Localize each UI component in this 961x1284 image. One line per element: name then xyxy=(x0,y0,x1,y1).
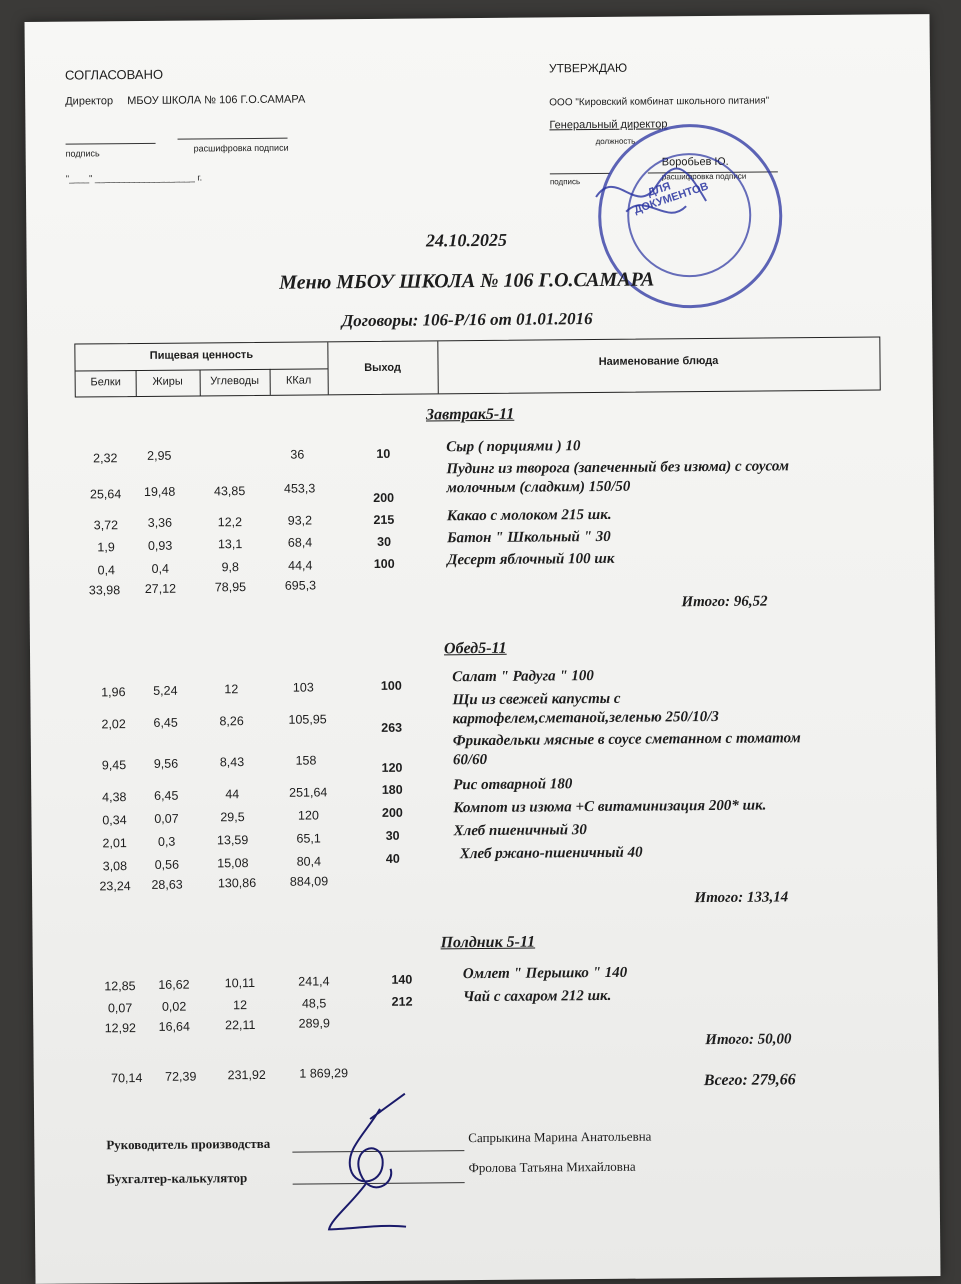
table-cell: 2,01 xyxy=(102,836,127,851)
sum-cell: 695,3 xyxy=(284,578,317,593)
menu-document xyxy=(25,14,941,1284)
table-cell: 8,43 xyxy=(219,755,245,770)
table-cell: 15,08 xyxy=(217,856,249,871)
table-cell: 12,85 xyxy=(104,979,136,994)
table-cell: 2,95 xyxy=(147,448,172,463)
table-cell: 19,48 xyxy=(143,484,176,499)
sum-cell: 289,9 xyxy=(298,1016,330,1031)
school-name-header: МБОУ ШКОЛА № 106 Г.О.САМАРА xyxy=(127,93,306,108)
stamp-text: ДЛЯ ДОКУМЕНТОВ xyxy=(632,180,711,217)
kcal-header: ККал xyxy=(285,374,312,387)
table-header xyxy=(74,337,880,398)
table-cell: 120 xyxy=(381,760,403,775)
dish-name: Фрикадельки мясные в соусе сметанном с томатом 60/60 xyxy=(452,730,801,769)
table-cell: 68,4 xyxy=(287,535,313,550)
table-cell: 12 xyxy=(224,682,239,697)
table-cell xyxy=(198,448,260,449)
sum-cell: 78,95 xyxy=(214,580,247,595)
snack-total: Итого: 50,00 xyxy=(705,1031,792,1049)
signature-line xyxy=(66,143,156,145)
dish-name: Омлет " Перышко " 140 xyxy=(462,964,628,983)
sum-cell: 884,09 xyxy=(289,874,329,889)
table-cell: 120 xyxy=(297,808,319,823)
table-cell: 0,07 xyxy=(154,811,179,826)
table-cell: 3,72 xyxy=(93,518,119,533)
dish-name: Пудинг из творога (запеченный без изюма) с соусом молочным (сладким) 150/50 xyxy=(446,458,790,497)
table-cell: 3,08 xyxy=(102,859,128,874)
contract-line: Договоры: 106-Р/16 от 01.01.2016 xyxy=(341,309,593,331)
table-cell: 6,45 xyxy=(154,788,179,803)
table-cell: 13,59 xyxy=(216,833,249,848)
table-cell: 48,5 xyxy=(301,996,327,1011)
dish-name: Батон " Школьный " 30 xyxy=(446,528,611,547)
breakfast-total: Итого: 96,52 xyxy=(681,593,768,611)
table-cell: 44,4 xyxy=(288,558,313,573)
table-cell: 105,95 xyxy=(288,712,327,727)
table-cell: 212 xyxy=(391,994,413,1009)
sum-cell: 12,92 xyxy=(104,1021,136,1036)
table-cell: 30 xyxy=(385,828,400,843)
dish-name: Какао с молоком 215 шк. xyxy=(446,506,612,525)
grand-cell: 72,39 xyxy=(165,1069,197,1084)
dish-name: Десерт яблочный 100 шк xyxy=(447,550,615,569)
approve-heading: УТВЕРЖДАЮ xyxy=(548,60,628,76)
decoding-label: расшифровка подписи xyxy=(193,142,289,154)
table-cell: 9,45 xyxy=(101,758,127,773)
director-label: Директор xyxy=(65,95,114,108)
table-cell: 30 xyxy=(377,534,392,549)
accountant-name: Фролова Татьяна Михайловна xyxy=(468,1158,636,1176)
sum-cell: 33,98 xyxy=(88,583,121,598)
table-cell: 0,34 xyxy=(102,813,127,828)
table-cell: 0,56 xyxy=(154,857,180,872)
table-cell: 0,4 xyxy=(151,561,170,576)
chef-label: Руководитель производства xyxy=(106,1135,271,1153)
sum-cell: 16,64 xyxy=(158,1019,190,1034)
dish-name: Чай с сахаром 212 шк. xyxy=(462,987,612,1006)
table-cell: 180 xyxy=(381,782,403,797)
sum-cell: 27,12 xyxy=(144,581,177,596)
table-cell: 140 xyxy=(391,972,413,987)
dish-name: Компот из изюма +С витаминизация 200* шк. xyxy=(453,797,767,817)
agreed-heading: СОГЛАСОВАНО xyxy=(64,66,164,83)
grand-cell: 231,92 xyxy=(227,1067,266,1083)
position-label: должность xyxy=(595,136,636,146)
table-cell: 25,64 xyxy=(89,487,122,502)
grand-cell: 1 869,29 xyxy=(299,1066,349,1081)
sum-cell: 130,86 xyxy=(217,875,257,891)
table-cell: 5,24 xyxy=(153,683,178,698)
sum-cell: 22,11 xyxy=(225,1017,256,1033)
table-cell: 1,96 xyxy=(101,685,126,700)
table-cell: 0,93 xyxy=(147,538,173,553)
table-cell: 3,36 xyxy=(147,515,173,530)
menu-title: Меню МБОУ ШКОЛА № 106 Г.О.САМАРА xyxy=(279,268,655,294)
table-cell: 80,4 xyxy=(296,854,322,869)
fats-header: Жиры xyxy=(152,375,183,388)
table-cell: 12 xyxy=(233,998,248,1013)
table-cell: 215 xyxy=(373,512,395,527)
carbs-header: Углеводы xyxy=(210,374,260,388)
table-cell: 100 xyxy=(373,556,395,571)
table-cell: 200 xyxy=(381,805,403,820)
table-cell: 2,32 xyxy=(93,451,118,466)
director-decoding-label: расшифровка подписи xyxy=(661,171,747,182)
menu-date: 24.10.2025 xyxy=(425,229,508,251)
table-cell: 1,9 xyxy=(97,540,115,555)
table-cell: 158 xyxy=(295,753,317,768)
proteins-header: Белки xyxy=(90,376,121,389)
yield-header: Выход xyxy=(364,361,401,375)
nutrition-header: Пищевая ценность xyxy=(149,348,254,362)
dish-name: Хлеб ржано-пшеничный 40 xyxy=(459,844,643,863)
chef-name: Сапрыкина Марина Анатольевна xyxy=(468,1128,652,1146)
table-cell: 0,4 xyxy=(97,563,116,578)
director-signature-label: подпись xyxy=(549,177,581,187)
grand-total: Всего: 279,66 xyxy=(703,1071,796,1090)
dish-name: Салат " Радуга " 100 xyxy=(452,668,594,686)
position-text: Генеральный директор xyxy=(549,118,668,132)
table-cell: 0,02 xyxy=(161,999,187,1014)
breakfast-title: Завтрак5-11 xyxy=(425,405,515,424)
table-cell: 100 xyxy=(380,678,402,693)
table-cell: 9,56 xyxy=(153,756,179,771)
table-cell: 241,4 xyxy=(298,974,330,989)
table-cell: 12,2 xyxy=(217,515,243,530)
table-cell: 44 xyxy=(225,787,240,802)
signature-label: подпись xyxy=(65,148,100,159)
director-signature-icon xyxy=(586,156,717,237)
table-cell: 251,64 xyxy=(289,785,328,800)
director-name: Воробьев Ю. xyxy=(661,155,729,169)
sum-cell: 23,24 xyxy=(99,879,131,894)
handwritten-signature-icon xyxy=(310,1089,421,1240)
table-cell: 0,07 xyxy=(107,1001,133,1016)
table-cell: 43,85 xyxy=(213,484,246,499)
table-cell: 2,02 xyxy=(101,717,126,732)
lunch-total: Итого: 133,14 xyxy=(694,889,789,907)
date-blank: "____" ____________________ г. xyxy=(65,172,203,184)
table-cell: 263 xyxy=(381,720,403,735)
dish-name: Щи из свежей капусты с картофелем,сметаной,зеленью 250/10/3 xyxy=(452,690,719,728)
organization-name: ООО "Кировский комбинат школьного питания" xyxy=(549,95,770,109)
dish-name: Хлеб пшеничный 30 xyxy=(453,822,587,840)
table-cell: 9,8 xyxy=(221,560,240,575)
table-cell: 93,2 xyxy=(287,513,313,528)
decoding-line xyxy=(178,138,288,140)
table-cell: 16,62 xyxy=(158,977,190,992)
dish-name-header: Наименование блюда xyxy=(598,354,719,368)
sum-cell: 28,63 xyxy=(151,877,183,892)
grand-cell: 70,14 xyxy=(111,1070,143,1086)
table-cell: 13,1 xyxy=(217,537,243,552)
table-cell: 103 xyxy=(292,680,314,695)
table-cell: 6,45 xyxy=(153,715,178,730)
table-cell: 10,11 xyxy=(224,975,256,991)
table-cell: 65,1 xyxy=(296,831,321,846)
table-cell: 29,5 xyxy=(220,810,245,825)
table-cell: 40 xyxy=(385,851,400,866)
table-cell: 0,3 xyxy=(157,834,176,849)
snack-title: Полдник 5-11 xyxy=(440,933,536,952)
accountant-label: Бухгалтер-калькулятор xyxy=(106,1170,248,1187)
table-cell: 200 xyxy=(373,490,395,505)
table-cell: 4,38 xyxy=(102,790,127,805)
dish-name: Рис отварной 180 xyxy=(453,776,573,794)
table-cell: 36 xyxy=(290,447,305,462)
dish-name: Сыр ( порциями ) 10 xyxy=(446,438,581,456)
table-cell: 8,26 xyxy=(219,714,244,729)
table-cell: 453,3 xyxy=(283,481,316,496)
table-cell: 10 xyxy=(376,446,391,461)
lunch-title: Обед5-11 xyxy=(443,639,507,658)
